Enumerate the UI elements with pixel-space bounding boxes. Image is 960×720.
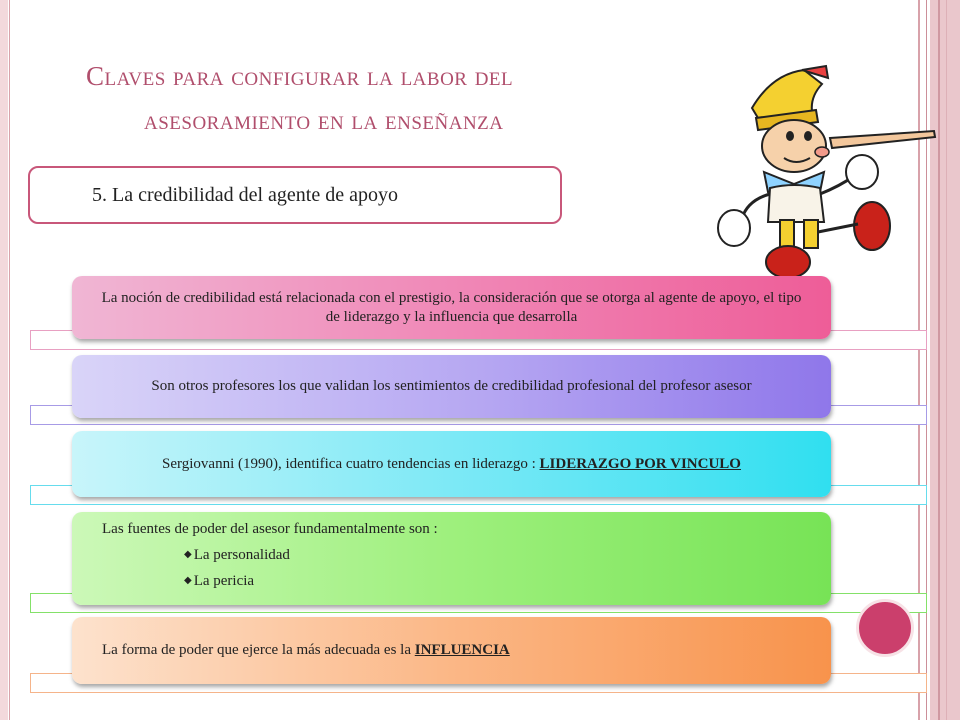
power-sources-list [102,545,831,591]
bullet-personalidad: La personalidad [193,547,290,563]
subtitle-box [28,166,562,224]
liderazgo-por-vinculo-emphasis: LIDERAZGO POR VINCULO [539,455,741,472]
subtitle-text: 5. La credibilidad del agente de apoyo [92,184,398,206]
left-border [0,0,8,720]
pinocchio-illustration [712,60,937,280]
bar-5-text [102,641,510,660]
credibility-bar-5 [72,617,831,684]
credibility-bar-1 [72,276,831,339]
bar-3-text-before: Sergiovanni (1990), identifica cuatro tendencias en liderazgo : [162,455,540,472]
title-line-1: Claves para configurar la labor del [86,61,514,91]
diamond-bullet-icon: ◆ [184,549,192,560]
bullet-pericia: La pericia [193,573,255,589]
bar-2-text: Son otros profesores los que validan los sentimientos de credibilidad profesional del profesor asesor [151,378,752,394]
list-item [184,571,831,591]
credibility-bar-4 [72,512,831,605]
title-line-2: asesoramiento en la enseñanza [144,105,504,135]
influencia-emphasis: INFLUENCIA [414,642,510,658]
bar-4-text: Las fuentes de poder del asesor fundamentalmente son : [102,521,438,537]
accent-circle [856,599,914,657]
left-border-line [9,0,10,720]
diamond-bullet-icon: ◆ [184,575,192,586]
bar-1-text: La noción de credibilidad está relacionada con el prestigio, la consideración que se otorga al agente de apoyo, el tipo de liderazgo y la influencia que desarrolla [101,289,802,325]
credibility-bar-2 [72,355,831,418]
bar-3-text [162,455,741,474]
credibility-bar-3 [72,431,831,497]
bar-5-text-before: La forma de poder que ejerce la más adecuada es la [102,642,415,658]
list-item [184,545,831,565]
